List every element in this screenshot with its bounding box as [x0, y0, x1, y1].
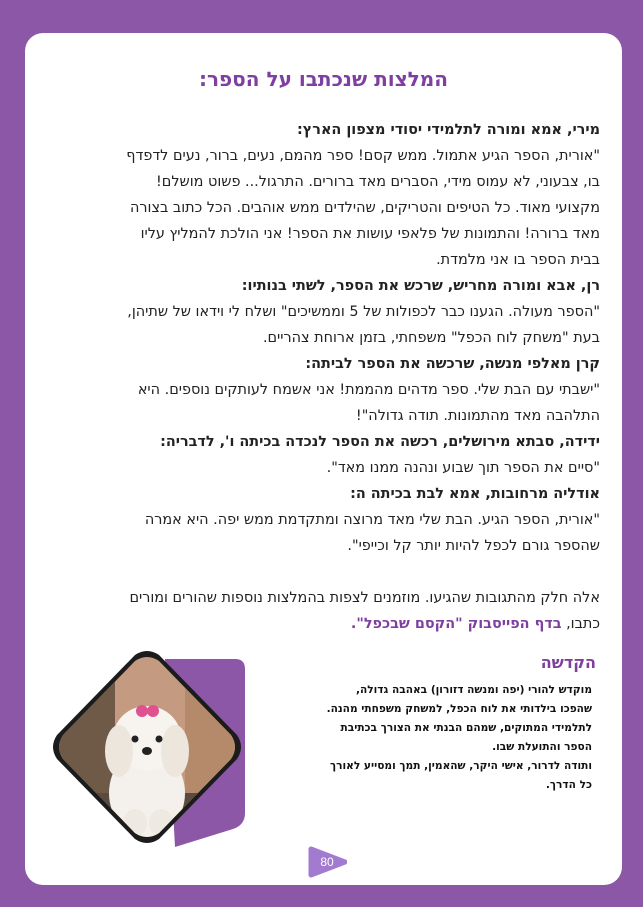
review-line: מאד ברורה! והתמונות של פלאפי עושות את הספר! אני הולכת להמליץ עליו [140, 226, 600, 242]
dedication-line: שהפכו בילדותי את לוח הכפל, למשחק משפחתי מהנה. [326, 703, 592, 715]
closing-line [47, 611, 600, 637]
dedication-line: מוקדש להורי (יפה ומנשה דזורון) באהבה גדולה, [355, 684, 592, 696]
dog-photo-frame [35, 643, 250, 858]
review-line: בבית הספר בו אני מלמדת. [436, 252, 600, 268]
dedication-line: כל הדרך. [545, 779, 592, 791]
dedication-line: הספר והתועלת שבו. [492, 741, 592, 753]
review-author: ידידה, סבתא מירושלים, רכשה את הספר לנכדה בכיתה ו', לדבריה: [160, 434, 600, 450]
review-line: מקצועי מאוד. כל הטיפים והטריקים, שהילדים ממש אוהבים. הכל כתוב בצורה [130, 200, 600, 216]
dog-photo [35, 643, 250, 858]
page-number-badge [307, 845, 347, 879]
review-line: "אורית, הספר הגיע. הבת שלי מאד מרוצה ומתקדמת ממש יפה. היא אמרה [144, 512, 600, 528]
review-line: "אורית, הספר הגיע אתמול. ממש קסם! ספר מהמם, נעים, ברור, נעים לדפדף [126, 148, 600, 164]
review-author: אודליה מרחובות, אמא לבת בכיתה ה: [350, 486, 600, 502]
review-line: בו, צבעוני, לא עמוס מידי, הסברים מאד ברורים. התרגול... פשוט מושלם! [156, 174, 600, 190]
review-line: שהספר גורם לכפל להיות יותר קל וכייפי". [347, 538, 600, 554]
closing-line: אלה חלק מהתגובות שהגיעו. מוזמנים לצפות בהמלצות נוספות שהורים ומורים [129, 590, 600, 606]
review-author: מירי, אמא ומורה לתלמידי יסודי מצפון הארץ: [297, 122, 600, 138]
closing-prefix: כתבו, [561, 616, 600, 632]
svg-text:"ותודה גם לי" [35, 643, 39, 646]
page-number: 80 [320, 855, 334, 869]
dedication-title: הקדשה [540, 653, 596, 672]
dedication-line: לתלמידי המתוקים, שמהם הבנתי את הצורך בכתיבת [340, 722, 592, 734]
page [25, 33, 622, 885]
review-line: "ישבתי עם הבת שלי. ספר מדהים מהממת! אני אשמח לעותקים נוספים. היא [137, 382, 600, 398]
review-author: קרן מאלפי מנשה, שרכשה את הספר לביתה: [305, 356, 600, 372]
review-line: בעת "משחק לוח הכפל" משפחתי, בזמן ארוחת צהריים. [262, 330, 600, 346]
photo-caption [35, 643, 39, 646]
page-title: המלצות שנכתבו על הספר: [198, 67, 448, 91]
reviews-section [47, 117, 600, 637]
review-author: רן, אבא ומורה מחריש, שרכש את הספר, לשתי בנותיו: [241, 278, 600, 294]
dedication-text [252, 681, 592, 795]
review-line: "סיים את הספר תוך שבוע ונהנה ממנו מאד". [326, 460, 600, 476]
review-line: התלהבה מאד מהתמונות. תודה גדולה"! [355, 408, 600, 424]
facebook-page-link[interactable]: בדף הפייסבוק "הקסם שבכפל". [350, 616, 562, 632]
dedication-line: ותודה לדרור, אישי היקר, שהאמין, תמך ומסייע לאורך [329, 760, 592, 772]
review-line: "הספר מעולה. הגענו כבר לכפולות של 5 וממשיכים" ושלח לי וידאו של שתיהן, [127, 304, 600, 320]
